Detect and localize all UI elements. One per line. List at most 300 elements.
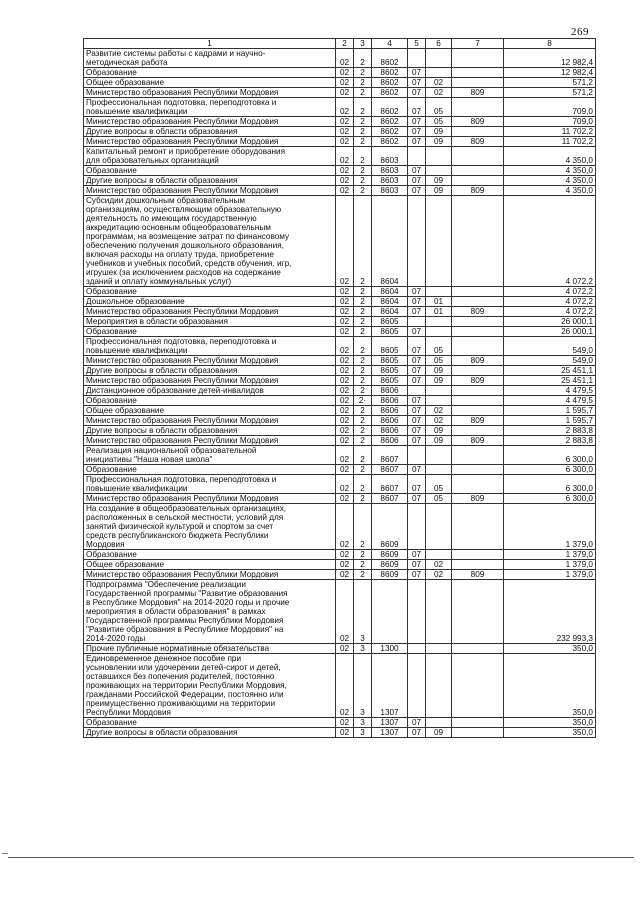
table-row bbox=[84, 196, 596, 287]
amount: 4 072,2 bbox=[504, 287, 596, 297]
table-row bbox=[84, 550, 596, 560]
row-name: Министерство образования Республики Мордовия bbox=[84, 186, 336, 196]
code-col-2: 02 bbox=[336, 494, 354, 504]
code-col-5 bbox=[408, 317, 426, 327]
amount: 6 300,0 bbox=[504, 465, 596, 475]
code-col-3: 2 bbox=[354, 117, 372, 127]
amount: 2 883,8 bbox=[504, 436, 596, 446]
row-name: Единовременное денежное пособие при усыновлении или удочерении детей-сирот и детей, оставшихся без попечения родителей, постоянно проживающих на территории Республики Мордовия, гражданами Российской Федерации, постоянно или преимущественно проживающими на территории Республики Мордовия bbox=[84, 654, 336, 718]
code-col-3: 2 bbox=[354, 494, 372, 504]
code-col-2: 02 bbox=[336, 68, 354, 78]
code-col-3: 2 bbox=[354, 287, 372, 297]
code-col-2: 02 bbox=[336, 560, 354, 570]
amount: 4 479,5 bbox=[504, 396, 596, 406]
table-row bbox=[84, 287, 596, 297]
table-row bbox=[84, 356, 596, 366]
code-col-3: 2 bbox=[354, 297, 372, 307]
code-col-4: 8606 bbox=[372, 416, 408, 426]
code-col-5: 07 bbox=[408, 376, 426, 386]
table-row bbox=[84, 654, 596, 718]
code-col-5: 07 bbox=[408, 137, 426, 147]
table-row bbox=[84, 580, 596, 644]
code-col-7 bbox=[452, 550, 504, 560]
code-col-4: 8605 bbox=[372, 356, 408, 366]
code-col-2: 02 bbox=[336, 166, 354, 176]
code-col-3: 2 bbox=[354, 376, 372, 386]
code-col-4: 8607 bbox=[372, 475, 408, 494]
code-col-6: 02 bbox=[426, 406, 452, 416]
code-col-7 bbox=[452, 446, 504, 465]
row-name: Развитие системы работы с кадрами и научно- методическая работа bbox=[84, 49, 336, 68]
code-col-2: 02 bbox=[336, 317, 354, 327]
table-row bbox=[84, 337, 596, 356]
row-name: Образование bbox=[84, 327, 336, 337]
row-name: Дистанционное образование детей-инвалидов bbox=[84, 386, 336, 396]
code-col-4: 8606 bbox=[372, 436, 408, 446]
code-col-3: 2 bbox=[354, 560, 372, 570]
row-name: Общее образование bbox=[84, 406, 336, 416]
amount: 549,0 bbox=[504, 337, 596, 356]
row-name: Министерство образования Республики Мордовия bbox=[84, 356, 336, 366]
code-col-2: 02 bbox=[336, 406, 354, 416]
code-col-4: 8604 bbox=[372, 196, 408, 287]
table-row bbox=[84, 376, 596, 386]
code-col-3: 2 bbox=[354, 78, 372, 88]
row-name: Министерство образования Республики Мордовия bbox=[84, 88, 336, 98]
code-col-6: 02 bbox=[426, 88, 452, 98]
amount: 350,0 bbox=[504, 644, 596, 654]
code-col-5: 07 bbox=[408, 327, 426, 337]
code-col-4: 8604 bbox=[372, 297, 408, 307]
amount: 549,0 bbox=[504, 356, 596, 366]
code-col-2: 02 bbox=[336, 297, 354, 307]
code-col-2: 02 bbox=[336, 137, 354, 147]
code-col-3: 2 bbox=[354, 49, 372, 68]
code-col-2: 02 bbox=[336, 127, 354, 137]
row-name: Общее образование bbox=[84, 78, 336, 88]
code-col-2: 02 bbox=[336, 356, 354, 366]
code-col-5: 07 bbox=[408, 366, 426, 376]
amount: 4 479,5 bbox=[504, 386, 596, 396]
code-col-5: 07 bbox=[408, 718, 426, 728]
amount: 1 379,0 bbox=[504, 550, 596, 560]
row-name: Образование bbox=[84, 287, 336, 297]
code-col-2: 02 bbox=[336, 416, 354, 426]
code-col-2: 02 bbox=[336, 654, 354, 718]
row-name: Субсидии дошкольным образовательным организациям, осуществляющим образовательную деятельность по имеющим государственную аккредитацию основным общеобразовательным программам, на возмещение затрат по финансовому обеспечению получения дошкольного образования, включая расходы на оплату труда, приобретение учебников и учебных пособий, средств обучения, игр, игрушек (за исключением расходов на содержание зданий и оплату коммунальных услуг) bbox=[84, 196, 336, 287]
row-name: Прочие публичные нормативные обязательства bbox=[84, 644, 336, 654]
code-col-4: 8602 bbox=[372, 88, 408, 98]
code-col-4: 8603 bbox=[372, 166, 408, 176]
code-col-3: 2 bbox=[354, 166, 372, 176]
code-col-4: 8604 bbox=[372, 307, 408, 317]
code-col-7 bbox=[452, 317, 504, 327]
table-row bbox=[84, 137, 596, 147]
code-col-6: 09 bbox=[426, 127, 452, 137]
code-col-4: 8602 bbox=[372, 98, 408, 117]
row-name: Мероприятия в области образования bbox=[84, 317, 336, 327]
code-col-4: 8605 bbox=[372, 337, 408, 356]
code-col-4: 8604 bbox=[372, 287, 408, 297]
amount: 11 702,2 bbox=[504, 137, 596, 147]
budget-table bbox=[83, 38, 596, 738]
code-col-4: 8609 bbox=[372, 570, 408, 580]
code-col-7: 809 bbox=[452, 307, 504, 317]
code-col-3: 2 bbox=[354, 337, 372, 356]
code-col-2: 02 bbox=[336, 436, 354, 446]
code-col-3: 2 bbox=[354, 366, 372, 376]
code-col-6 bbox=[426, 654, 452, 718]
code-col-4: 8606 bbox=[372, 386, 408, 396]
amount: 4 072,2 bbox=[504, 307, 596, 317]
amount: 6 300,0 bbox=[504, 494, 596, 504]
table-row bbox=[84, 426, 596, 436]
code-col-7 bbox=[452, 68, 504, 78]
code-col-2: 02 bbox=[336, 147, 354, 166]
row-name: Реализация национальной образовательной инициативы "Наша новая школа" bbox=[84, 446, 336, 465]
code-col-6: 09 bbox=[426, 186, 452, 196]
table-row bbox=[84, 718, 596, 728]
code-col-4: 8602 bbox=[372, 137, 408, 147]
table-row bbox=[84, 386, 596, 396]
code-col-6 bbox=[426, 504, 452, 550]
code-col-2: 02 bbox=[336, 287, 354, 297]
code-col-4: 1307 bbox=[372, 728, 408, 738]
code-col-5: 07 bbox=[408, 287, 426, 297]
code-col-5: 07 bbox=[408, 465, 426, 475]
code-col-2: 02 bbox=[336, 465, 354, 475]
code-col-2: 02 bbox=[336, 446, 354, 465]
code-col-7 bbox=[452, 49, 504, 68]
code-col-5: 07 bbox=[408, 426, 426, 436]
code-col-2: 02 bbox=[336, 728, 354, 738]
header-col-2: 2 bbox=[336, 39, 354, 49]
table-row bbox=[84, 396, 596, 406]
amount: 25 451,1 bbox=[504, 376, 596, 386]
code-col-5: 07 bbox=[408, 297, 426, 307]
code-col-6 bbox=[426, 196, 452, 287]
code-col-6: 01 bbox=[426, 297, 452, 307]
code-col-5: 07 bbox=[408, 406, 426, 416]
code-col-7 bbox=[452, 196, 504, 287]
table-row bbox=[84, 465, 596, 475]
amount: 1 379,0 bbox=[504, 504, 596, 550]
code-col-6: 09 bbox=[426, 137, 452, 147]
code-col-2: 02 bbox=[336, 327, 354, 337]
code-col-6: 05 bbox=[426, 475, 452, 494]
code-col-4: 8602 bbox=[372, 68, 408, 78]
amount: 1 595,7 bbox=[504, 416, 596, 426]
code-col-2: 02 bbox=[336, 376, 354, 386]
amount: 12 982,4 bbox=[504, 49, 596, 68]
table-row bbox=[84, 307, 596, 317]
code-col-6: 09 bbox=[426, 176, 452, 186]
code-col-5: 07 bbox=[408, 117, 426, 127]
code-col-5: 07 bbox=[408, 88, 426, 98]
row-name: Министерство образования Республики Мордовия bbox=[84, 137, 336, 147]
code-col-4: 8607 bbox=[372, 465, 408, 475]
code-col-5: 07 bbox=[408, 127, 426, 137]
code-col-6: 05 bbox=[426, 356, 452, 366]
code-col-3: 3 bbox=[354, 580, 372, 644]
code-col-3: 2 bbox=[354, 436, 372, 446]
code-col-3: 2 bbox=[354, 446, 372, 465]
table-row bbox=[84, 78, 596, 88]
code-col-5 bbox=[408, 147, 426, 166]
code-col-3: 2 bbox=[354, 98, 372, 117]
row-name: Другие вопросы в области образования bbox=[84, 426, 336, 436]
code-col-5: 07 bbox=[408, 176, 426, 186]
code-col-7 bbox=[452, 580, 504, 644]
code-col-5: 07 bbox=[408, 494, 426, 504]
amount: 4 072,2 bbox=[504, 196, 596, 287]
code-col-5 bbox=[408, 504, 426, 550]
code-col-4: 1307 bbox=[372, 718, 408, 728]
code-col-6 bbox=[426, 317, 452, 327]
code-col-4: 8606 bbox=[372, 406, 408, 416]
code-col-4: 8602 bbox=[372, 78, 408, 88]
code-col-6 bbox=[426, 327, 452, 337]
bottom-divider bbox=[8, 857, 634, 858]
amount: 350,0 bbox=[504, 718, 596, 728]
code-col-3: 2 bbox=[354, 327, 372, 337]
header-col-5: 5 bbox=[408, 39, 426, 49]
table-row bbox=[84, 88, 596, 98]
code-col-2: 02 bbox=[336, 337, 354, 356]
row-name: Министерство образования Республики Мордовия bbox=[84, 436, 336, 446]
amount: 1 595,7 bbox=[504, 406, 596, 416]
code-col-7 bbox=[452, 287, 504, 297]
code-col-3: 3 bbox=[354, 728, 372, 738]
code-col-5: 07 bbox=[408, 166, 426, 176]
code-col-4 bbox=[372, 580, 408, 644]
amount: 25 451,1 bbox=[504, 366, 596, 376]
table-row bbox=[84, 406, 596, 416]
amount: 709,0 bbox=[504, 117, 596, 127]
table-row bbox=[84, 644, 596, 654]
table-row bbox=[84, 728, 596, 738]
row-name: Образование bbox=[84, 465, 336, 475]
code-col-7 bbox=[452, 475, 504, 494]
code-col-6 bbox=[426, 580, 452, 644]
code-col-5 bbox=[408, 386, 426, 396]
code-col-7 bbox=[452, 386, 504, 396]
code-col-2: 02 bbox=[336, 475, 354, 494]
row-name: Министерство образования Республики Мордовия bbox=[84, 307, 336, 317]
code-col-2: 02 bbox=[336, 644, 354, 654]
code-col-2: 02 bbox=[336, 570, 354, 580]
code-col-4: 8607 bbox=[372, 446, 408, 465]
code-col-2: 02 bbox=[336, 78, 354, 88]
code-col-3: 2 bbox=[354, 475, 372, 494]
code-col-6 bbox=[426, 718, 452, 728]
code-col-4: 8607 bbox=[372, 494, 408, 504]
code-col-6: 02 bbox=[426, 570, 452, 580]
code-col-4: 8606 bbox=[372, 426, 408, 436]
page-number: 269 bbox=[571, 26, 589, 38]
table-row bbox=[84, 560, 596, 570]
code-col-6: 02 bbox=[426, 78, 452, 88]
table-row bbox=[84, 317, 596, 327]
code-col-5: 07 bbox=[408, 78, 426, 88]
code-col-7 bbox=[452, 396, 504, 406]
code-col-6 bbox=[426, 147, 452, 166]
code-col-4: 8603 bbox=[372, 186, 408, 196]
code-col-6 bbox=[426, 386, 452, 396]
code-col-4: 8602 bbox=[372, 49, 408, 68]
table-row bbox=[84, 570, 596, 580]
code-col-7: 809 bbox=[452, 436, 504, 446]
row-name: Министерство образования Республики Мордовия bbox=[84, 570, 336, 580]
code-col-4: 8603 bbox=[372, 147, 408, 166]
table-row bbox=[84, 68, 596, 78]
row-name: Образование bbox=[84, 396, 336, 406]
row-name: Дошкольное образование bbox=[84, 297, 336, 307]
code-col-7: 809 bbox=[452, 88, 504, 98]
code-col-5 bbox=[408, 446, 426, 465]
row-name: Другие вопросы в области образования bbox=[84, 176, 336, 186]
code-col-2: 02 bbox=[336, 386, 354, 396]
code-col-4: 1300 bbox=[372, 644, 408, 654]
code-col-5: 07 bbox=[408, 356, 426, 366]
code-col-2: 02 bbox=[336, 176, 354, 186]
code-col-4: 8605 bbox=[372, 327, 408, 337]
table-row bbox=[84, 494, 596, 504]
code-col-4: 8602 bbox=[372, 117, 408, 127]
row-name: Министерство образования Республики Мордовия bbox=[84, 494, 336, 504]
code-col-3: 2 bbox=[354, 406, 372, 416]
code-col-7 bbox=[452, 504, 504, 550]
code-col-7 bbox=[452, 406, 504, 416]
amount: 6 300,0 bbox=[504, 446, 596, 465]
code-col-6: 09 bbox=[426, 426, 452, 436]
table-row bbox=[84, 147, 596, 166]
amount: 2 883,8 bbox=[504, 426, 596, 436]
code-col-6: 09 bbox=[426, 376, 452, 386]
code-col-4: 8603 bbox=[372, 176, 408, 186]
row-name: Министерство образования Республики Мордовия bbox=[84, 117, 336, 127]
code-col-2: 02 bbox=[336, 98, 354, 117]
code-col-4: 1307 bbox=[372, 654, 408, 718]
header-col-3: 3 bbox=[354, 39, 372, 49]
code-col-7 bbox=[452, 297, 504, 307]
table-row bbox=[84, 475, 596, 494]
header-col-7: 7 bbox=[452, 39, 504, 49]
code-col-3: 2 bbox=[354, 465, 372, 475]
code-col-5: 07 bbox=[408, 436, 426, 446]
code-col-3: 2 bbox=[354, 356, 372, 366]
code-col-6: 02 bbox=[426, 560, 452, 570]
table-row bbox=[84, 166, 596, 176]
code-col-6 bbox=[426, 446, 452, 465]
code-col-6 bbox=[426, 68, 452, 78]
row-name: Образование bbox=[84, 718, 336, 728]
code-col-3: 2 bbox=[354, 127, 372, 137]
code-col-6: 05 bbox=[426, 98, 452, 117]
amount: 4 350,0 bbox=[504, 147, 596, 166]
code-col-3: 2 bbox=[354, 504, 372, 550]
code-col-7 bbox=[452, 327, 504, 337]
code-col-3: 2 bbox=[354, 196, 372, 287]
code-col-4: 8605 bbox=[372, 366, 408, 376]
code-col-2: 02 bbox=[336, 307, 354, 317]
code-col-7: 809 bbox=[452, 137, 504, 147]
row-name: Другие вопросы в области образования bbox=[84, 366, 336, 376]
amount: 12 982,4 bbox=[504, 68, 596, 78]
row-name: Подпрограмма "Обеспечение реализации Государственной программы "Развитие образования в Республике Мордовия" на 2014-2020 годы и прочие мероприятия в области образования" в рамках Государственной программы Республики Мордовия "Развитие образования в Республике Мордовия" на 2014-2020 годы bbox=[84, 580, 336, 644]
table-row bbox=[84, 98, 596, 117]
code-col-3: 2· bbox=[354, 396, 372, 406]
code-col-6 bbox=[426, 465, 452, 475]
code-col-7 bbox=[452, 718, 504, 728]
amount: 709,0 bbox=[504, 98, 596, 117]
amount: 232 993,3 bbox=[504, 580, 596, 644]
margin-mark bbox=[2, 853, 8, 854]
code-col-7: 809 bbox=[452, 117, 504, 127]
code-col-3: 2 bbox=[354, 570, 372, 580]
code-col-7 bbox=[452, 465, 504, 475]
row-name: Общее образование bbox=[84, 560, 336, 570]
code-col-4: 8602 bbox=[372, 127, 408, 137]
code-col-5: 07 bbox=[408, 570, 426, 580]
row-name: Другие вопросы в области образования bbox=[84, 127, 336, 137]
row-name: Профессиональная подготовка, переподготовка и повышение квалификации bbox=[84, 337, 336, 356]
code-col-7 bbox=[452, 644, 504, 654]
table-row bbox=[84, 446, 596, 465]
code-col-6 bbox=[426, 550, 452, 560]
code-col-5: 07 bbox=[408, 186, 426, 196]
code-col-2: 02 bbox=[336, 426, 354, 436]
code-col-3: 3 bbox=[354, 654, 372, 718]
code-col-3: 2 bbox=[354, 88, 372, 98]
table-row bbox=[84, 504, 596, 550]
code-col-3: 2 bbox=[354, 68, 372, 78]
code-col-2: 02 bbox=[336, 396, 354, 406]
table-row bbox=[84, 297, 596, 307]
code-col-5 bbox=[408, 49, 426, 68]
code-col-3: 2 bbox=[354, 186, 372, 196]
code-col-3: 2 bbox=[354, 426, 372, 436]
code-col-3: 3 bbox=[354, 644, 372, 654]
code-col-5: 07 bbox=[408, 728, 426, 738]
code-col-6: 05 bbox=[426, 337, 452, 356]
code-col-6 bbox=[426, 396, 452, 406]
code-col-2: 02 bbox=[336, 117, 354, 127]
table-row bbox=[84, 436, 596, 446]
code-col-3: 2 bbox=[354, 307, 372, 317]
code-col-7 bbox=[452, 147, 504, 166]
table-row bbox=[84, 186, 596, 196]
code-col-5: 07 bbox=[408, 396, 426, 406]
header-col-6: 6 bbox=[426, 39, 452, 49]
code-col-5 bbox=[408, 644, 426, 654]
header-col-8: 8 bbox=[504, 39, 596, 49]
code-col-2: 02 bbox=[336, 504, 354, 550]
code-col-7: 809 bbox=[452, 570, 504, 580]
code-col-2: 02 bbox=[336, 49, 354, 68]
code-col-6 bbox=[426, 287, 452, 297]
code-col-2: 02 bbox=[336, 88, 354, 98]
code-col-2: 02 bbox=[336, 196, 354, 287]
code-col-4: 8609 bbox=[372, 560, 408, 570]
code-col-7 bbox=[452, 560, 504, 570]
code-col-7 bbox=[452, 654, 504, 718]
amount: 350,0 bbox=[504, 654, 596, 718]
code-col-5: 07 bbox=[408, 550, 426, 560]
code-col-2: 02 bbox=[336, 550, 354, 560]
code-col-6: 09 bbox=[426, 366, 452, 376]
amount: 350,0 bbox=[504, 728, 596, 738]
